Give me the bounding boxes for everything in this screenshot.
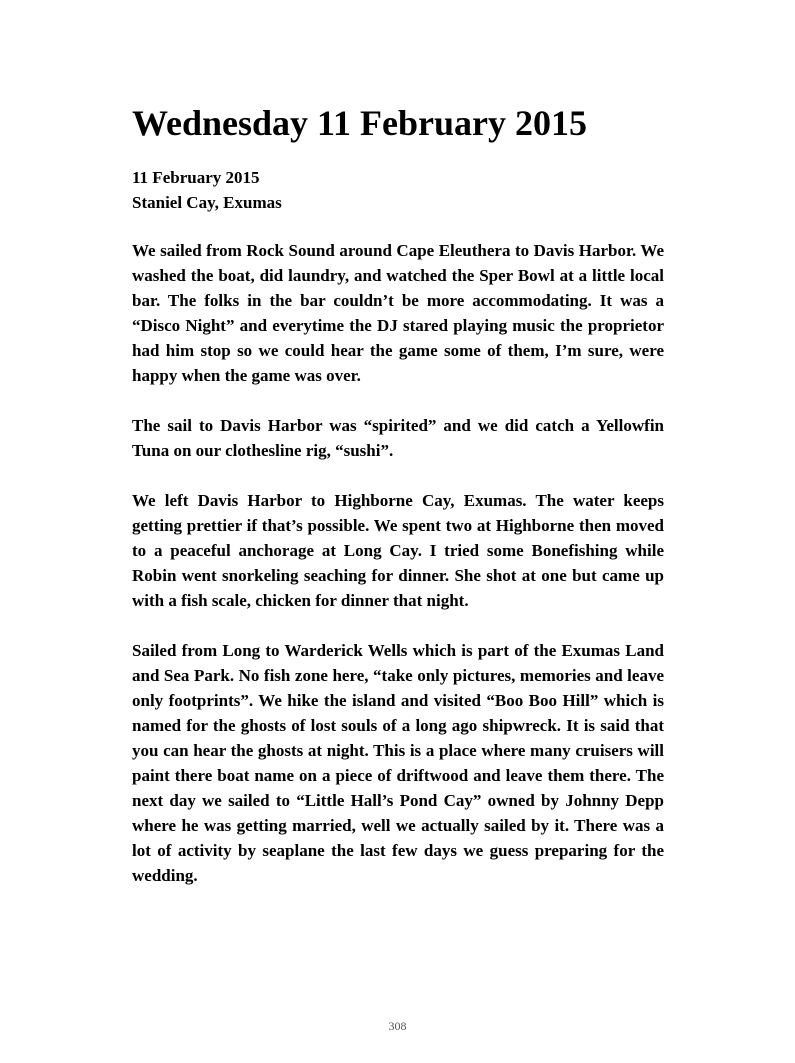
page-title: Wednesday 11 February 2015: [132, 103, 588, 143]
entry-date: 11 February 2015: [132, 168, 260, 187]
entry-body: [132, 238, 664, 913]
page-number: 308: [388, 1019, 407, 1033]
paragraph: We left Davis Harbor to Highborne Cay, Exumas. The water keeps getting prettier if that’s possible. We spent two at Highborne then moved to a peaceful anchorage at Long Cay. I tried some Bonefishing while Robin went snorkeling seaching for dinner. She shot at one but came up with a fish scale, chicken for dinner that night.: [132, 491, 664, 610]
entry-header: [132, 165, 664, 215]
paragraph: We sailed from Rock Sound around Cape Eleuthera to Davis Harbor. We washed the boat, did laundry, and watched the Sper Bowl at a little local bar. The folks in the bar couldn’t be more accommodating. It was a “Disco Night” and everytime the DJ stared playing music the proprietor had him stop so we could hear the game some of them, I’m sure, were happy when the game was over.: [132, 241, 664, 385]
entry-location: Staniel Cay, Exumas: [132, 193, 282, 212]
paragraph: The sail to Davis Harbor was “spirited” and we did catch a Yellowfin Tuna on our clothesline rig, “sushi”.: [132, 416, 664, 460]
paragraph: Sailed from Long to Warderick Wells which is part of the Exumas Land and Sea Park. No fish zone here, “take only pictures, memories and leave only footprints”. We hike the island and visited “Boo Boo Hill” which is named for the ghosts of lost souls of a long ago shipwreck. It is said that you can hear the ghosts at night. This is a place where many cruisers will paint there boat name on a piece of driftwood and leave them there. The next day we sailed to “Little Hall’s Pond Cay” owned by Johnny Depp where he was getting married, well we actually sailed by it. There was a lot of activity by seaplane the last few days we guess preparing for the wedding.: [132, 641, 664, 885]
